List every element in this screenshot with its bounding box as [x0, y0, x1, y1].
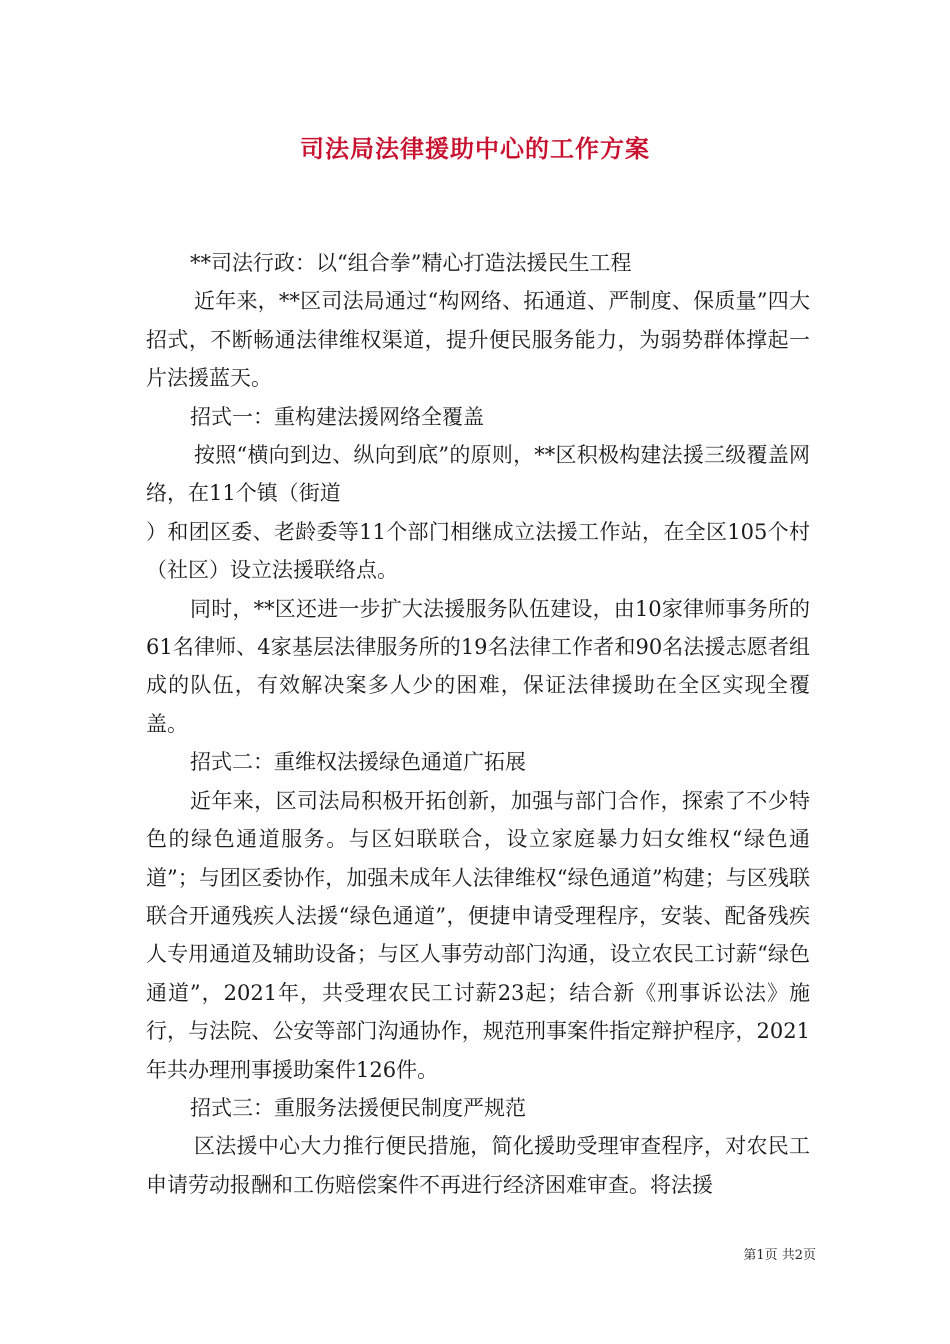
paragraph-network: 按照“横向到边、纵向到底”的原则，**区积极构建法援三级覆盖网络，在11个镇（街道: [146, 443, 810, 506]
paragraph-network-continued: ）和团区委、老龄委等11个部门相继成立法援工作站，在全区105个村（社区）设立法援联络点。: [146, 519, 810, 583]
section-heading-3: 招式三：重服务法援便民制度严规范: [190, 1095, 526, 1120]
section-heading-2: 招式二：重维权法援绿色通道广拓展: [190, 750, 526, 775]
paragraph-convenience: 区法援中心大力推行便民措施，简化援助受理审查程序，对农民工申请劳动报酬和工伤赔偿案件不再进行经济困难审查。将法援: [146, 1134, 810, 1197]
paragraph-subtitle: **司法行政：以“组合拳”精心打造法援民生工程: [190, 251, 632, 275]
page-title: 司法局法律援助中心的工作方案: [300, 134, 650, 163]
document-body: [146, 244, 810, 1204]
paragraph-green-channel: 近年来，区司法局积极开拓创新，加强与部门合作，探索了不少特色的绿色通道服务。与区妇联联合，设立家庭暴力妇女维权“绿色通道”；与团区委协作，加强未成年人法律维权“绿色通道”构建；与区残联联合开通残疾人法援“绿色通道”，便捷申请受理程序，安装、配备残疾人专用通道及辅助设备；与区人事劳动部门沟通，设立农民工讨薪“绿色通道”，2021年，共受理农民工讨薪23起；结合新《刑事诉讼法》施行，与法院、公安等部门沟通协作，规范刑事案件指定辩护程序，2021年共办理刑事援助案件126件。: [146, 788, 810, 1082]
paragraph-intro: 近年来，**区司法局通过“构网络、拓通道、严制度、保质量”四大招式，不断畅通法律维权渠道，提升便民服务能力，为弱势群体撑起一片法援蓝天。: [146, 289, 810, 391]
paragraph-team: 同时，**区还进一步扩大法援服务队伍建设，由10家律师事务所的61名律师、4家基层法律服务所的19名法律工作者和90名法援志愿者组成的队伍，有效解决案多人少的困难，保证法律援助在全区实现全覆盖。: [146, 596, 810, 736]
page-number: 第1页 共2页: [743, 1248, 816, 1263]
section-heading-1: 招式一：重构建法援网络全覆盖: [190, 404, 484, 429]
